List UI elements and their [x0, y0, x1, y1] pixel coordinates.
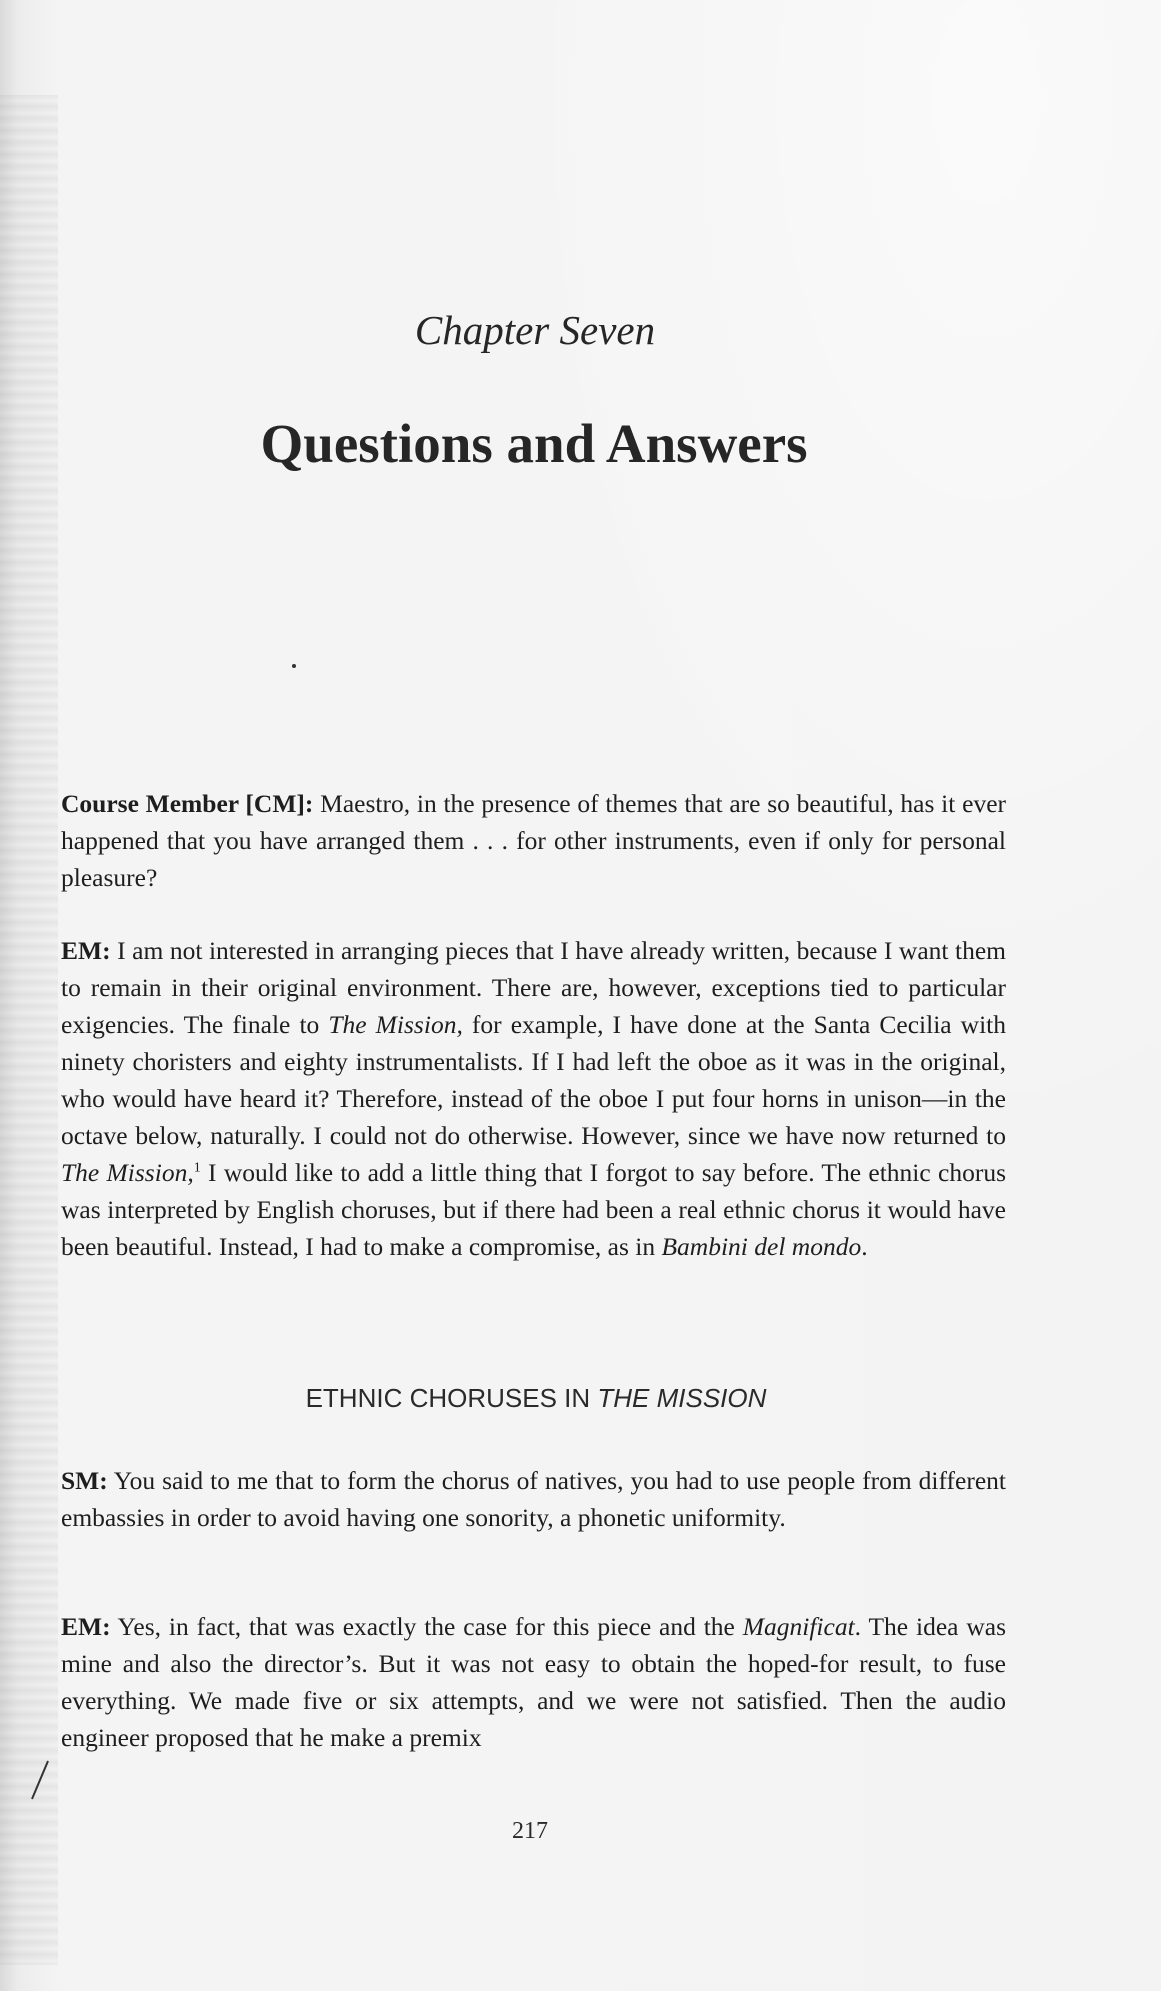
- section-heading-text: ETHNIC CHORUSES IN: [305, 1383, 591, 1413]
- section-heading-italic: THE MISSION: [597, 1383, 767, 1413]
- paragraph-text: I would like to add a little thing that I forgot to say before. The ethnic chorus was interpreted by English choruses, but if there had been a real ethnic chorus it would have been beautiful. Instead, I had to make a compromise, as in: [61, 1158, 1006, 1261]
- speaker-label: EM:: [61, 1612, 111, 1641]
- paragraph-cm-question: [61, 785, 1006, 896]
- paragraph-text: Yes, in fact, that was exactly the case for this piece and the: [117, 1612, 735, 1641]
- paragraph-text: Maestro, in the presence of themes that are so beautiful, has it ever happened that you have arranged them . . . for other instruments, even if only for personal pleasure?: [61, 789, 1006, 892]
- speaker-label: Course Member [CM]:: [61, 789, 314, 818]
- print-speck: [292, 664, 296, 668]
- paragraph-text: You said to me that to form the chorus of natives, you had to use people from different embassies in order to avoid having one sonority, a phonetic uniformity.: [61, 1466, 1006, 1532]
- paragraph-text: I am not interested in arranging pieces that I have already written, because I want them to remain in their original environment. There are, however, exceptions tied to particular exigencies. The finale to: [61, 936, 1007, 1039]
- paragraph-text: for example, I have done at the Santa Cecilia with ninety choristers and eighty instrumentalists. If I had left the oboe as it was in the original, who would have heard it? Therefore, instead of the oboe I put four horns in unison—in the octave below, naturally. I could not do otherwise. However, since we have now returned to: [61, 1010, 1007, 1150]
- paragraph-sm-question: [61, 1462, 1006, 1536]
- speaker-label: SM:: [61, 1466, 108, 1495]
- speaker-label: EM:: [61, 936, 111, 965]
- italic-title: The Mission,: [328, 1010, 463, 1039]
- italic-title: Bambini del mondo: [661, 1232, 862, 1261]
- chapter-title: Questions and Answers: [260, 413, 808, 474]
- book-spine-shadow: [0, 95, 58, 1965]
- pencil-mark: [24, 1755, 54, 1805]
- chapter-label: Chapter Seven: [414, 307, 656, 353]
- paragraph-em-answer-1: [61, 932, 1006, 1265]
- section-heading: [0, 1383, 1072, 1414]
- paragraph-text: .: [861, 1232, 868, 1261]
- footnote-marker: 1: [193, 1160, 201, 1176]
- page-number: 217: [512, 1818, 548, 1844]
- italic-title: Magnificat: [742, 1612, 855, 1641]
- paragraph-em-answer-2: [61, 1608, 1006, 1756]
- italic-title: The Mission,: [61, 1158, 194, 1187]
- paragraph-text: . The idea was mine and also the director’s. But it was not easy to obtain the hoped-for result, to fuse everything. We made five or six attempts, and we were not satisfied. Then the audio engineer proposed that he make a premix: [61, 1612, 1007, 1752]
